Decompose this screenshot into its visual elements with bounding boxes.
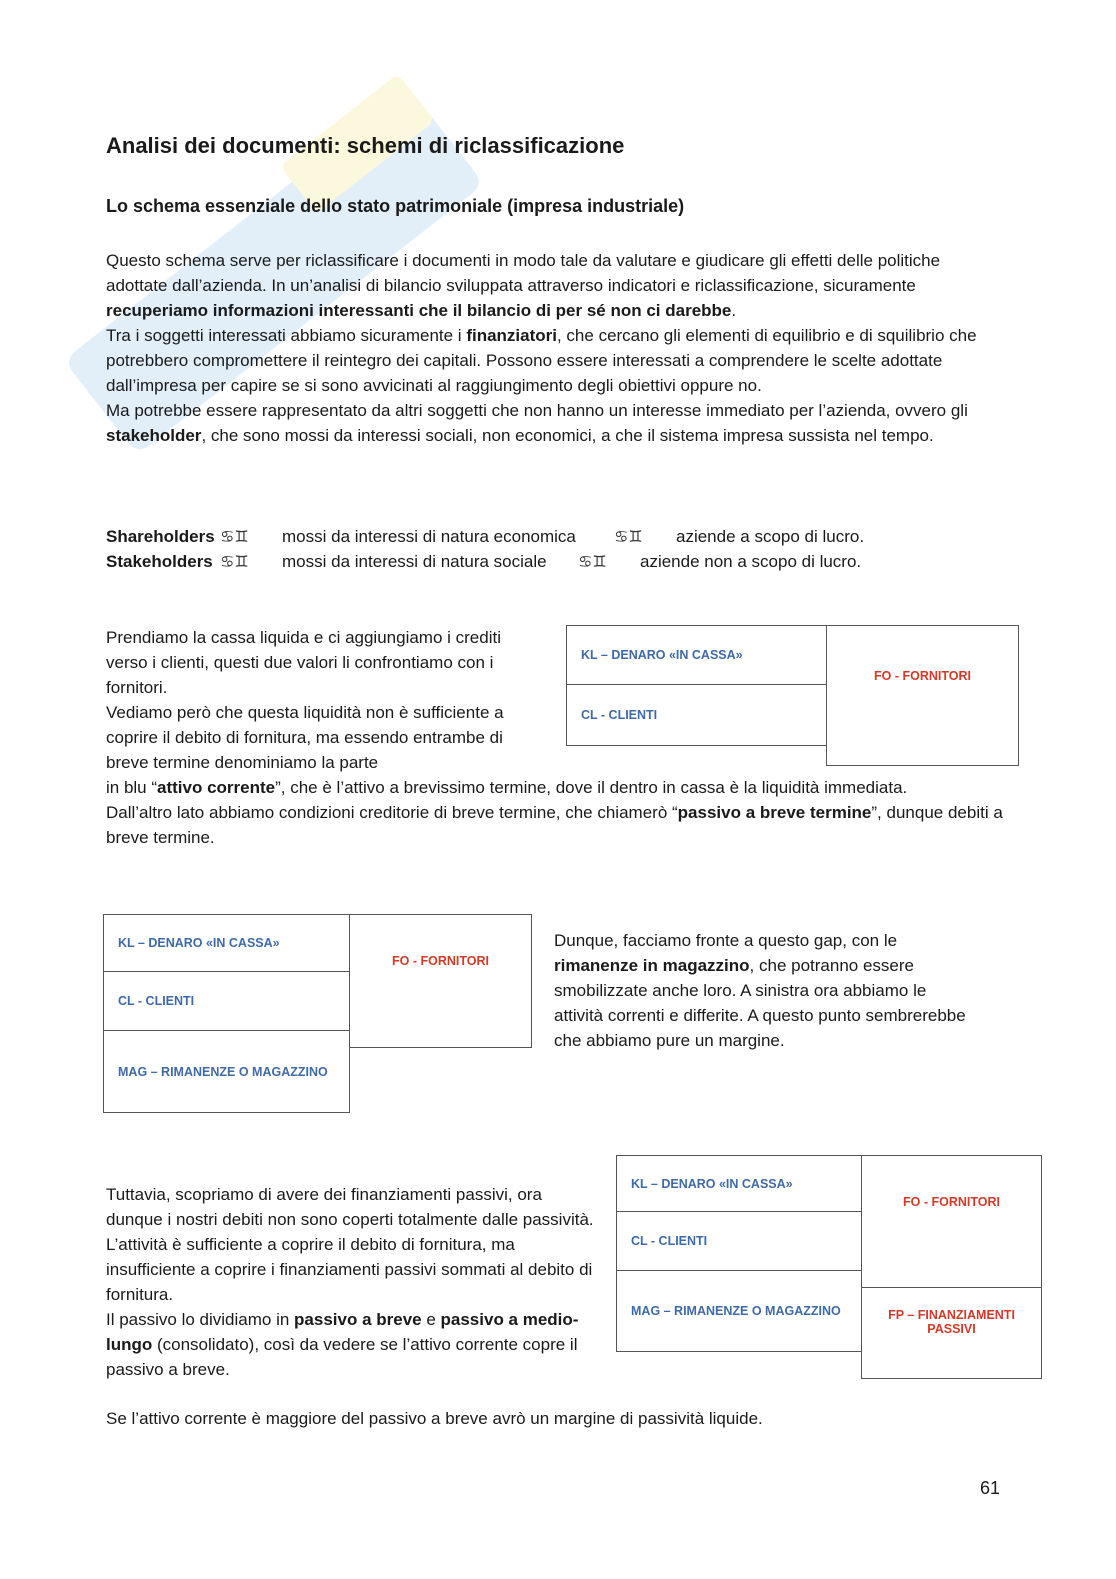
- paragraph-rimanenze: Dunque, facciamo fronte a questo gap, con le rimanenze in magazzino, che potranno essere smobilizzate anche loro. A sinistra ora abbiamo le attività correnti e differite. A questo punto sembrerebbe che abbiamo pure un margine.: [554, 931, 966, 1050]
- paragraph-finanziamenti: Tuttavia, scopriamo di avere dei finanziamenti passivi, ora dunque i nostri debiti non sono coperti totalmente dalle passività. L’attività è sufficiente a coprire il debito di fornitura, ma insufficiente a coprire i finanziamenti passivi sommati al debito di fornitura. Il passivo lo dividiamo in passivo a breve e passivo a medio-lungo (consolidato), così da vedere se l’attivo corrente copre il passivo a breve.: [106, 1185, 594, 1379]
- box-kl-denaro: KL – DENARO «IN CASSA»: [566, 625, 827, 685]
- page-number: 61: [980, 1478, 1001, 1498]
- paragraph-attivo-corrente: Prendiamo la cassa liquida e ci aggiungiamo i crediti verso i clienti, questi due valori li confrontiamo con i fornitori. Vediamo però che questa liquidità non è sufficiente a coprire il debito di fornitura, ma essendo entrambe di breve termine denominiamo la parte: [106, 628, 504, 772]
- page-title: Analisi dei documenti: schemi di riclassificazione: [106, 133, 625, 158]
- arrow-icon: ♋♊: [578, 552, 607, 571]
- box-fo-fornitori: FO - FORNITORI: [826, 625, 1019, 766]
- arrow-icon: ♋♊: [614, 527, 643, 546]
- arrow-icon: ♋♊: [220, 527, 249, 546]
- holders-list: [106, 524, 1006, 574]
- box-fo-fornitori: FO - FORNITORI: [349, 914, 532, 1048]
- holder-row-stakeholders: Stakeholders ♋♊ mossi da interessi di natura sociale ♋♊ aziende non a scopo di lucro.: [106, 549, 1006, 574]
- box-kl-denaro: KL – DENARO «IN CASSA»: [103, 914, 350, 972]
- box-kl-denaro: KL – DENARO «IN CASSA»: [616, 1155, 862, 1212]
- holder-row-shareholders: Shareholders ♋♊ mossi da interessi di natura economica ♋♊ aziende a scopo di lucro.: [106, 524, 1006, 549]
- section-subtitle: Lo schema essenziale dello stato patrimoniale (impresa industriale): [106, 196, 685, 216]
- box-fp-finanziamenti: FP – FINANZIAMENTI PASSIVI: [861, 1287, 1042, 1379]
- intro-paragraph: Questo schema serve per riclassificare i documenti in modo tale da valutare e giudicare gli effetti delle politiche adottate dall’azienda. In un’analisi di bilancio sviluppata attraverso indicatori e riclassificazione, sicuramente recuperiamo informazioni interessanti che il bilancio di per sé non ci darebbe. Tra i soggetti interessati abbiamo sicuramente i finanziatori, che cercano gli elementi di equilibrio e di squilibrio che potrebbero compromettere il reintegro dei capitali. Possono essere interessati a comprendere le scelte adottate dall’impresa per capire se si sono avvicinati al raggiungimento degli obiettivi oppure no. Ma potrebbe essere rappresentato da altri soggetti che non hanno un interesse immediato per l’azienda, ovvero gli stakeholder, che sono mossi da interessi sociali, non economici, a che il sistema impresa sussista nel tempo.: [106, 251, 977, 445]
- box-cl-clienti: CL - CLIENTI: [566, 684, 827, 746]
- paragraph-margine: Se l’attivo corrente è maggiore del passivo a breve avrò un margine di passività liquide.: [106, 1409, 763, 1428]
- box-cl-clienti: CL - CLIENTI: [616, 1211, 862, 1271]
- box-cl-clienti: CL - CLIENTI: [103, 971, 350, 1031]
- arrow-icon: ♋♊: [220, 552, 249, 571]
- box-mag-rimanenze: MAG – RIMANENZE O MAGAZZINO: [103, 1030, 350, 1113]
- paragraph-passivo-breve: in blu “attivo corrente”, che è l’attivo a brevissimo termine, dove il dentro in cassa è la liquidità immediata. Dall’altro lato abbiamo condizioni creditorie di breve termine, che chiamerò “passivo a breve termine”, dunque debiti a breve termine.: [106, 778, 1003, 847]
- box-fo-fornitori: FO - FORNITORI: [861, 1155, 1042, 1288]
- box-mag-rimanenze: MAG – RIMANENZE O MAGAZZINO: [616, 1270, 862, 1352]
